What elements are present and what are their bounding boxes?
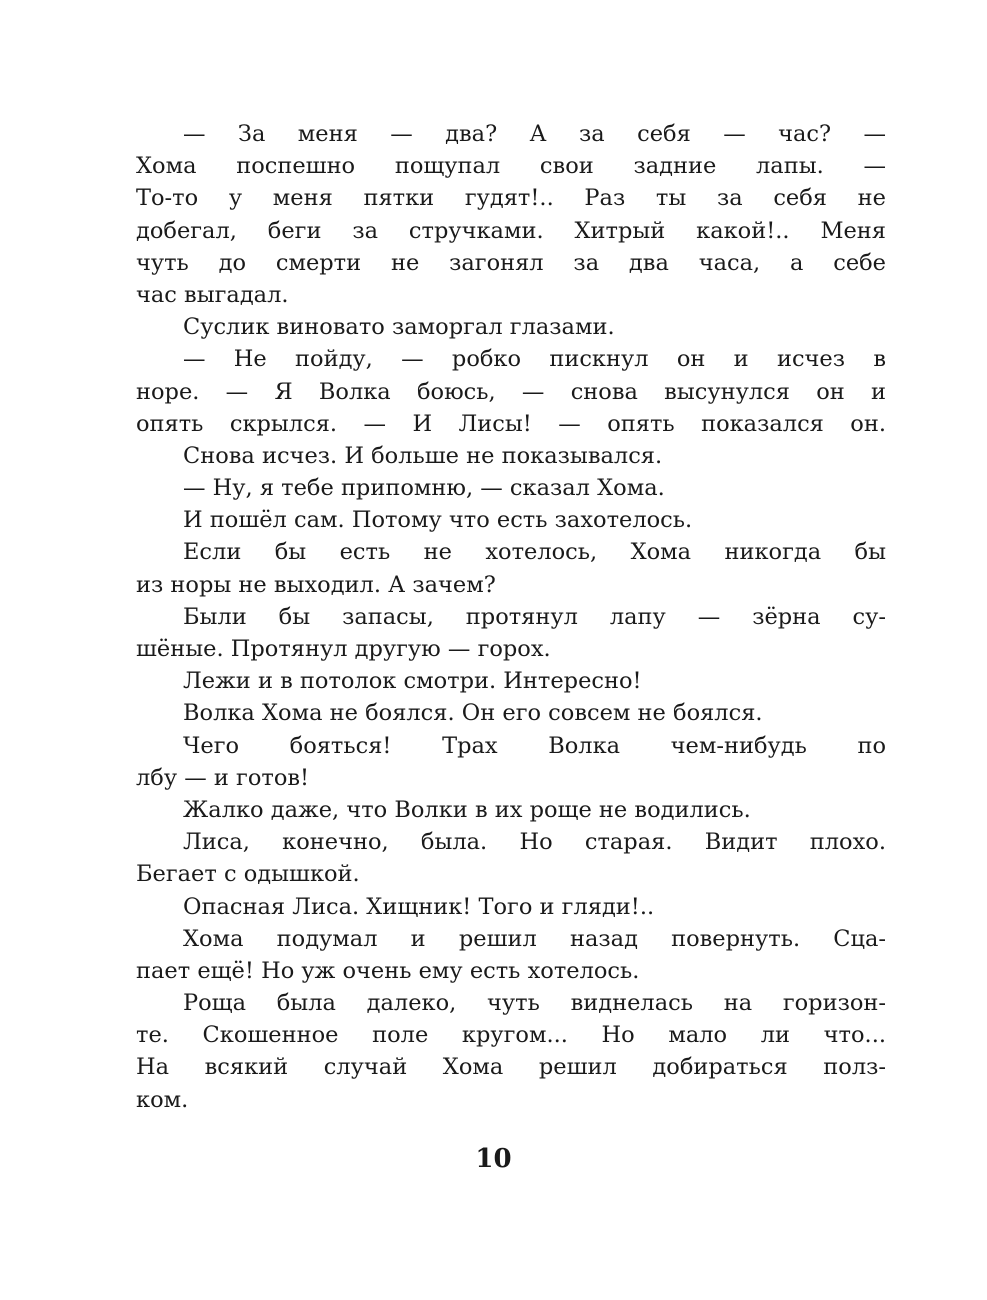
text-line: добегал, беги за стручками. Хитрый какой!.. Меня — [136, 217, 886, 244]
text-line: Опасная Лиса. Хищник! Того и гляди!.. — [183, 893, 655, 920]
text-line: То-то у меня пятки гудят!.. Раз ты за себя не — [136, 185, 886, 212]
text-line: шёные. Протянул другую — горох. — [136, 636, 551, 662]
body-text — [136, 118, 886, 1116]
text-line: Чего бояться! Трах Волка чем-нибудь по — [183, 732, 886, 759]
text-line: из норы не выходил. А зачем? — [136, 571, 496, 598]
text-line: На всякий случай Хома решил добираться полз- — [136, 1054, 886, 1081]
text-line: Бегает с одышкой. — [136, 861, 360, 888]
text-line: Лиса, конечно, была. Но старая. Видит плохо. — [183, 829, 886, 856]
text-line: те. Скошенное поле кругом... Но мало ли что... — [136, 1022, 886, 1049]
text-line: Хома подумал и решил назад повернуть. Сца- — [183, 925, 886, 952]
text-line: Снова исчез. И больше не показывался. — [183, 442, 663, 469]
text-line: опять скрылся. — И Лисы! — опять показался он. — [136, 410, 886, 437]
text-line: ком. — [136, 1086, 189, 1113]
text-line: лбу — и готов! — [136, 764, 310, 791]
text-line: И пошёл сам. Потому что есть захотелось. — [183, 507, 693, 534]
text-line: Суслик виновато заморгал глазами. — [183, 314, 615, 341]
text-line: час выгадал. — [136, 281, 289, 308]
text-line: чуть до смерти не загонял за два часа, а себе — [136, 249, 886, 276]
text-line: — Не пойду, — робко пискнул он и исчез в — [183, 346, 886, 373]
text-line: — За меня — два? А за себя — час? — — [183, 121, 886, 147]
text-line: Роща была далеко, чуть виднелась на горизон- — [183, 990, 886, 1017]
text-line: Волка Хома не боялся. Он его совсем не боялся. — [183, 700, 763, 727]
text-line: Хома поспешно пощупал свои задние лапы. — — [136, 153, 886, 180]
text-line: — Ну, я тебе припомню, — сказал Хома. — [183, 475, 665, 502]
text-line: пает ещё! Но уж очень ему есть хотелось. — [136, 957, 640, 984]
text-line: Были бы запасы, протянул лапу — зёрна су- — [183, 603, 886, 630]
page-number: 10 — [475, 1144, 512, 1174]
text-line: Если бы есть не хотелось, Хома никогда бы — [183, 539, 886, 566]
text-line: Лежи и в потолок смотри. Интересно! — [183, 668, 642, 695]
text-line: норе. — Я Волка боюсь, — снова высунулся он и — [136, 378, 886, 405]
text-line: Жалко даже, что Волки в их роще не водились. — [183, 796, 751, 823]
